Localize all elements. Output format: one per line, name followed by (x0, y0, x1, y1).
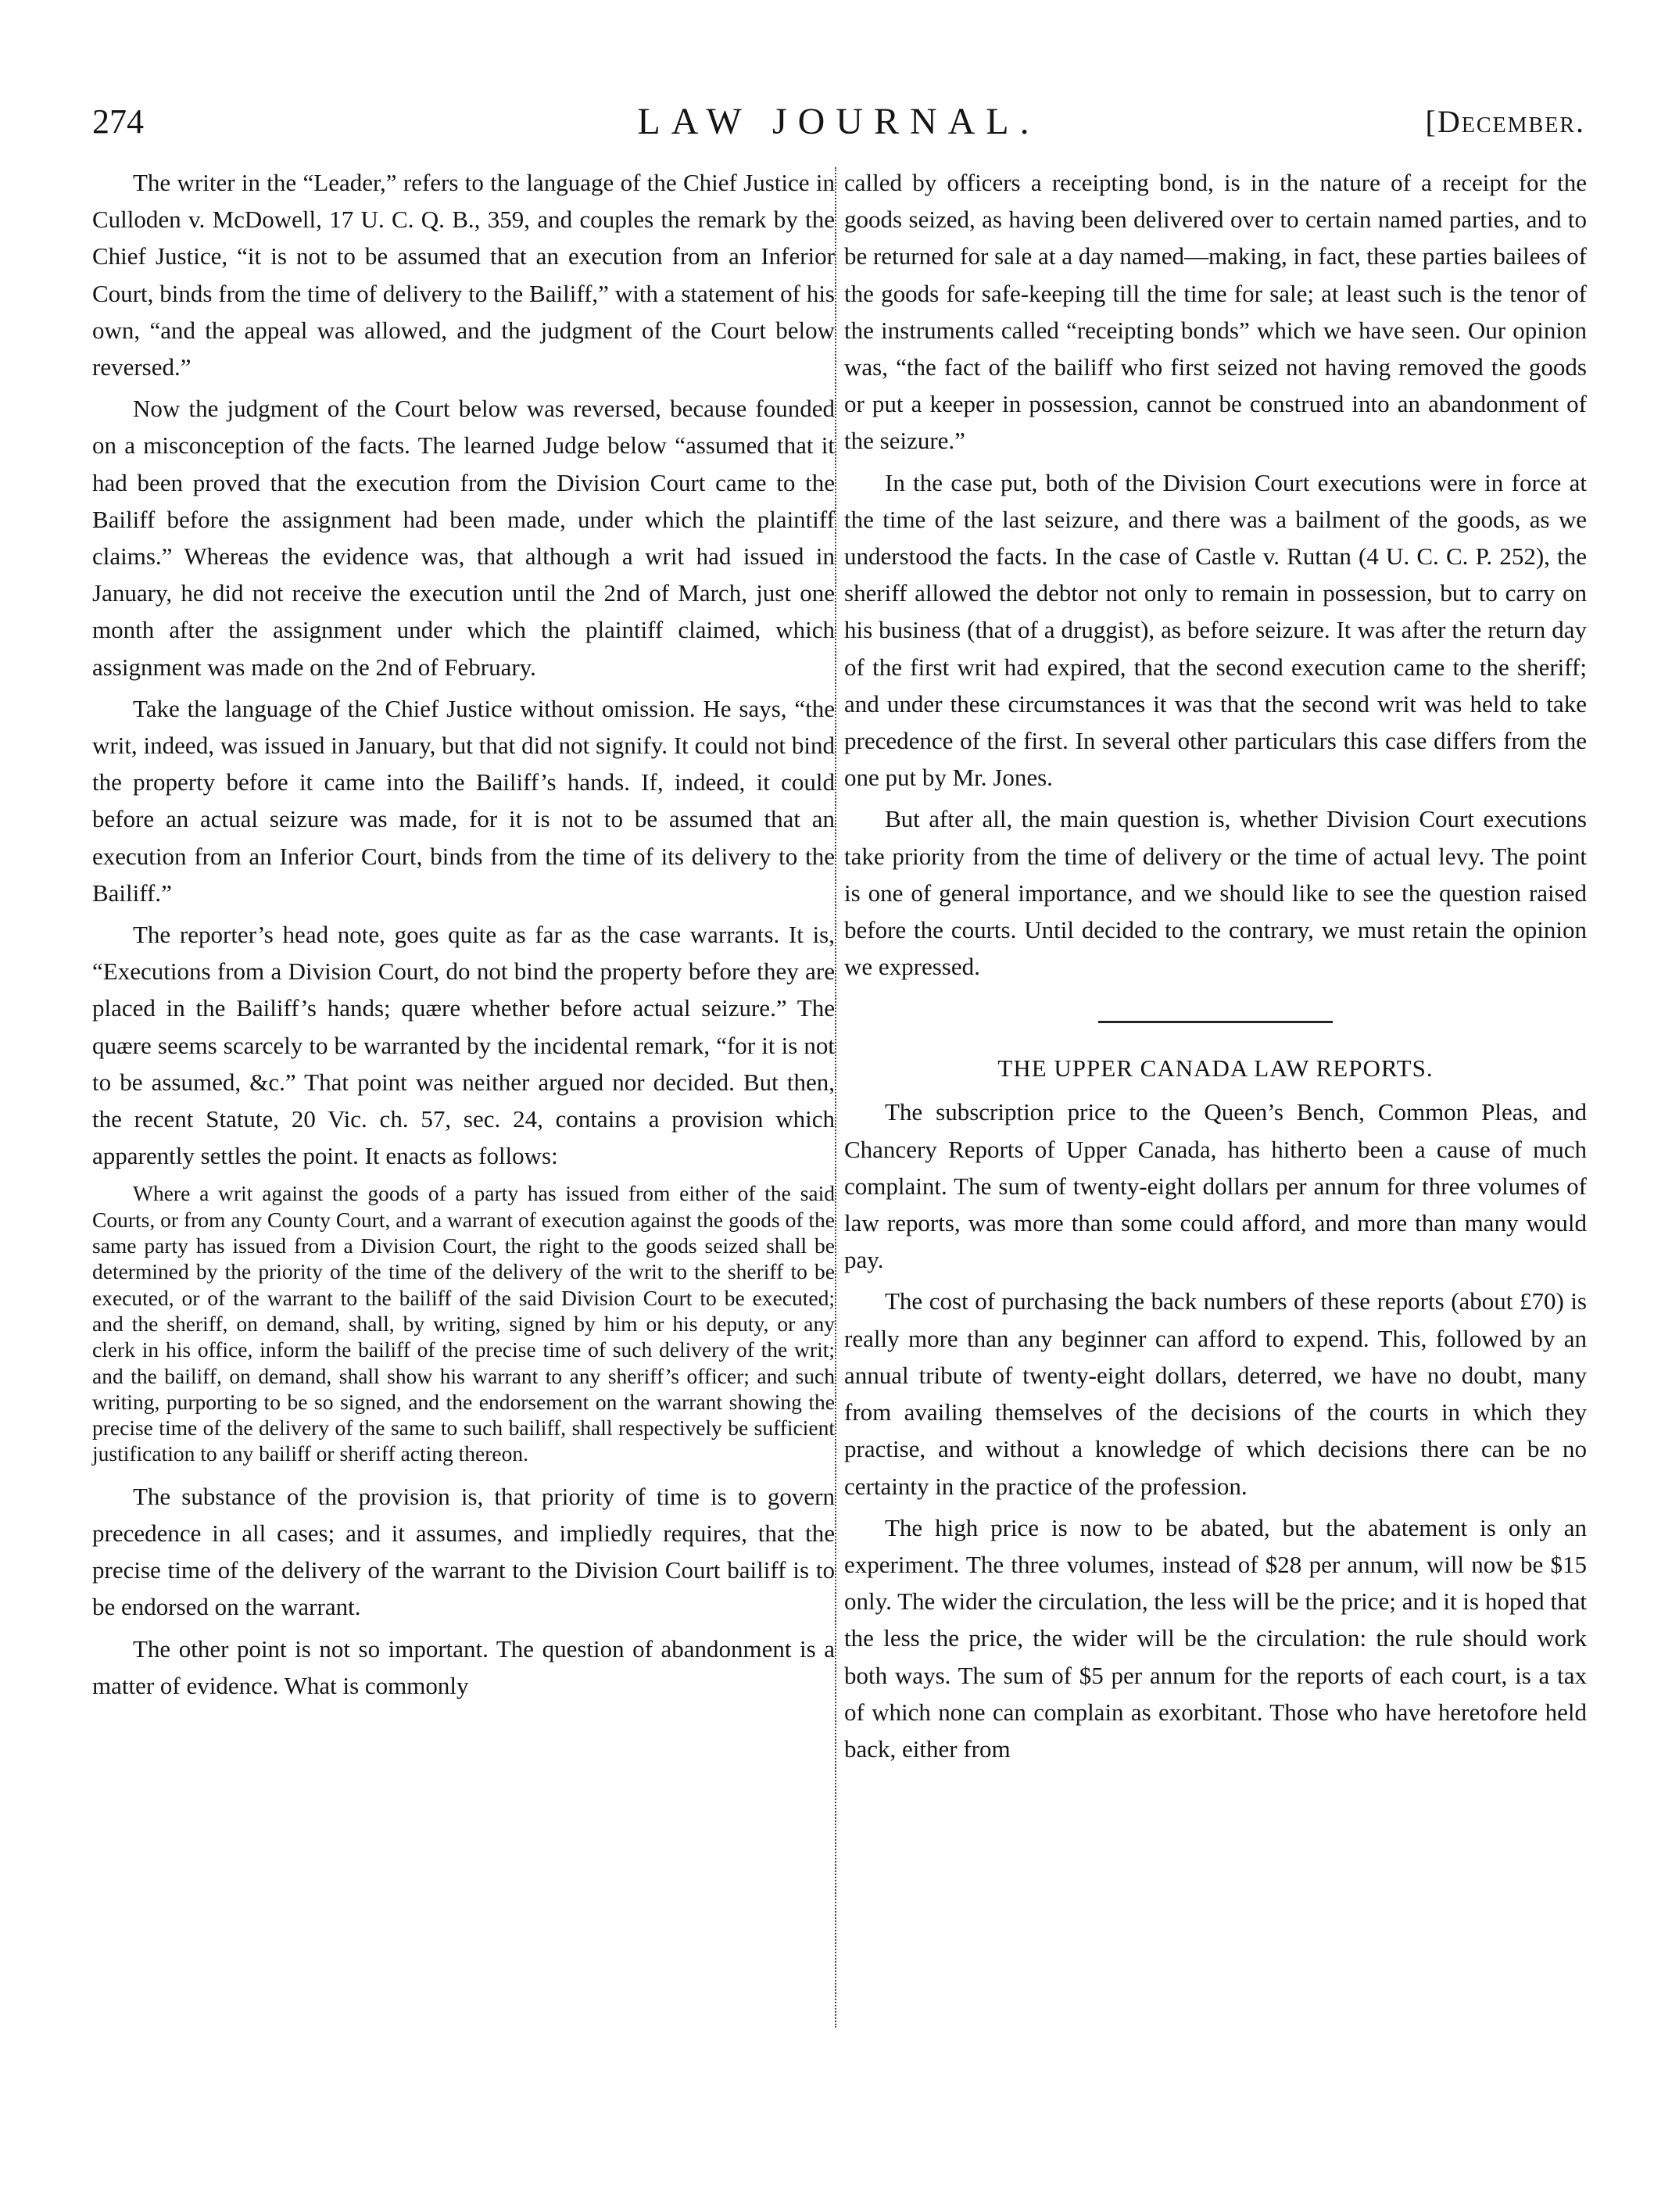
statute-quote: Where a writ against the goods of a party has issued from either of the said Courts, or from any County Court, and a warrant of execution against the goods of the same party has issued from a Division Court, the right to the goods seized shall be determined by the priority of the time of the delivery of the writ to the sheriff to be executed, or of the warrant to the bailiff of the said Division Court to be executed; and the sheriff, on demand, shall, by writing, signed by him or his deputy, or any clerk in his office, inform the bailiff of the precise time of such delivery of the writ; and the bailiff, on demand, shall show his warrant to any sheriff’s officer; and such writing, purporting to be so signed, and the endorsement on the warrant showing the precise time of the delivery of the same to such bailiff, shall respectively be sufficient justification to any bailiff or sheriff acting thereon. (92, 1181, 835, 1466)
page-header (92, 100, 1585, 150)
column-divider (835, 167, 836, 2028)
running-month: [December. (1425, 104, 1585, 139)
paragraph: The high price is now to be abated, but the abatement is only an experiment. The three volumes, instead of $28 per annum, will now be $15 only. The wider the circulation, the less will be the price; and it is hoped that the less the price, the wider will be the circulation: the rule should work both ways. The sum of $5 per annum for the reports of each court, is a tax of which none can complain as exorbitant. Those who have heretofore held back, either from (844, 1513, 1587, 1763)
paragraph: But after all, the main question is, whether Division Court executions take priority from the time of delivery or the time of actual levy. The point is one of general importance, and we should like to see the question raised before the courts. Until decided to the contrary, we must retain the opinion we expressed. (844, 805, 1587, 981)
left-column (92, 164, 835, 1709)
paragraph: The substance of the provision is, that priority of time is to govern precedence in all cases; and it assumes, and impliedly requires, that the precise time of the delivery of the warrant to the Division Court bailiff is to be endorsed on the warrant. (92, 1482, 835, 1621)
paragraph: Take the language of the Chief Justice without omission. He says, “the writ, indeed, was issued in January, but that did not signify. It could not bind the property before it came into the Bailiff’s hands. If, indeed, it could before an actual seizure was made, for it is not to be assumed that an execution from an Inferior Court, binds from the time of its delivery to the Bailiff.” (92, 694, 835, 907)
paragraph: called by officers a receipting bond, is in the nature of a receipt for the goods seized, as having been delivered over to certain named parties, and to be returned for sale at a day named—making, in fact, these parties bailees of the goods for safe-keeping till the time for sale; at least such is the tenor of the instruments called “receipting bonds” which we have seen. Our opinion was, “the fact of the bailiff who first seized not having removed the goods or put a keeper in possession, cannot be construed into an abandonment of the seizure.” (844, 169, 1587, 455)
section-title: THE UPPER CANADA LAW REPORTS. (997, 1054, 1434, 1083)
paragraph: The subscription price to the Queen’s Bench, Common Pleas, and Chancery Reports of Upper Canada, has hitherto been a cause of much complaint. The sum of twenty-eight dollars per annum for three volumes of law reports, was more than some could afford, and more than many would pay. (844, 1098, 1587, 1274)
running-title: LAW JOURNAL. (637, 101, 1040, 142)
paragraph: The cost of purchasing the back numbers of these reports (about £70) is really more than any beginner can afford to expend. This, followed by an annual tribute of twenty-eight dollars, deterred, we have no doubt, many from availing themselves of the decisions of the courts in which they practise, and without a knowledge of which decisions there can be no certainty in the practice of the profession. (844, 1287, 1587, 1500)
paragraph: The writer in the “Leader,” refers to the language of the Chief Justice in Culloden v. McDowell, 17 U. C. Q. B., 359, and couples the remark by the Chief Justice, “it is not to be assumed that an execution from an Inferior Court, binds from the time of delivery to the Bailiff,” with a statement of his own, “and the appeal was allowed, and the judgment of the Court below reversed.” (92, 169, 835, 381)
section-divider (1098, 1021, 1333, 1023)
right-column (844, 164, 1587, 1772)
paragraph: Now the judgment of the Court below was reversed, because founded on a misconception of the facts. The learned Judge below “assumed that it had been proved that the execution from the Division Court came to the Bailiff before the assignment had been made, under which the plaintiff claims.” Whereas the evidence was, that although a writ had issued in January, he did not receive the execution until the 2nd of March, just one month after the assignment under which the plaintiff claimed, which assignment was made on the 2nd of February. (92, 395, 835, 681)
paragraph: In the case put, both of the Division Court executions were in force at the time of the last seizure, and there was a bailment of the goods, as we understood the facts. In the case of Castle v. Ruttan (4 U. C. C. P. 252), the sheriff allowed the debtor not only to remain in possession, but to carry on his business (that of a druggist), as before seizure. It was after the return day of the first writ had expired, that the second execution came to the sheriff; and under these circumstances it was that the second writ was held to take precedence of the first. In several other particulars this case differs from the one put by Mr. Jones. (844, 468, 1587, 792)
paragraph: The other point is not so important. The question of abandonment is a matter of evidence. What is commonly (92, 1634, 835, 1699)
page-number: 274 (92, 102, 144, 141)
paragraph: The reporter’s head note, goes quite as far as the case warrants. It is, “Executions from a Division Court, do not bind the property before they are placed in the Bailiff’s hands; quære whether before actual seizure.” The quære seems scarcely to be warranted by the incidental remark, “for it is not to be assumed, &c.” That point was neither argued nor decided. But then, the recent Statute, 20 Vic. ch. 57, sec. 24, contains a provision which apparently settles the point. It enacts as follows: (92, 921, 835, 1170)
